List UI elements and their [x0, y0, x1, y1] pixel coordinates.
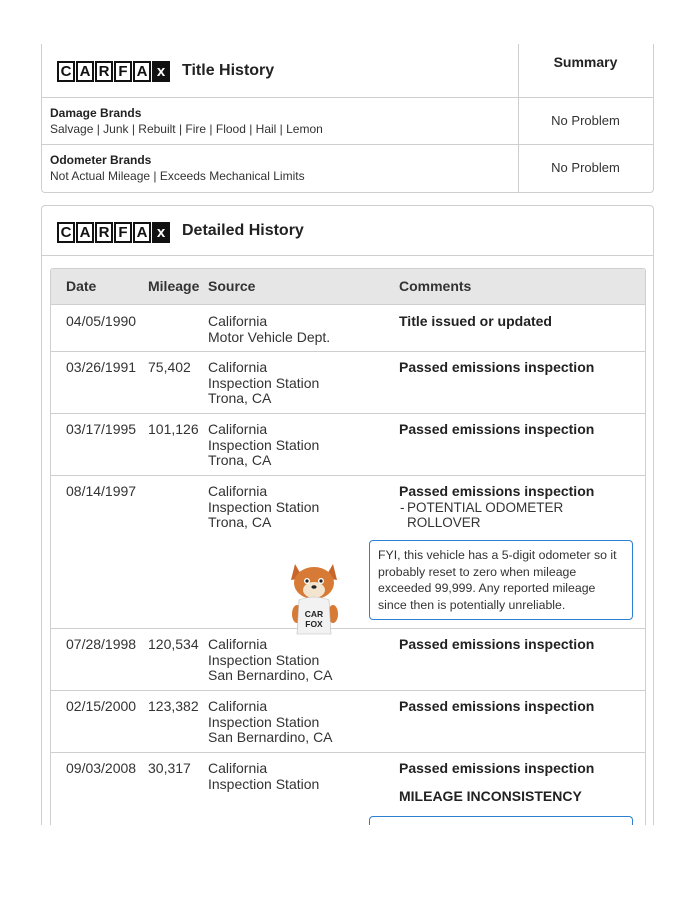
record-comment: Title issued or updated	[399, 313, 552, 329]
carfox-mascot-icon	[283, 556, 353, 636]
record-comment: Passed emissions inspection	[399, 698, 595, 714]
record-source: California Inspection Station Trona, CA	[208, 483, 320, 530]
table-row	[51, 476, 645, 629]
record-source: California Inspection Station Trona, CA	[208, 359, 320, 406]
record-date: 02/15/2000	[66, 698, 137, 714]
table-row	[51, 414, 645, 476]
record-date: 07/28/1998	[66, 636, 137, 652]
record-comment: Passed emissions inspection	[399, 421, 595, 437]
mascot-shirt-text: FOX	[305, 619, 323, 629]
record-source: California Inspection Station Trona, CA	[208, 421, 320, 468]
record-source: California Inspection Station	[208, 760, 320, 792]
record-mileage: 120,534	[148, 636, 199, 652]
record-comment: Passed emissions inspection - POTENTIAL ODOMETER ROLLOVER	[399, 484, 639, 531]
odometer-brands-row	[42, 145, 653, 192]
column-header-comments: Comments	[399, 278, 472, 294]
column-header-date: Date	[66, 278, 97, 294]
brand-status: No Problem	[551, 160, 620, 175]
record-source: California Inspection Station San Bernardino, CA	[208, 698, 333, 745]
detailed-history-title: Detailed History	[182, 222, 304, 239]
brand-label: Damage Brands	[50, 106, 142, 120]
record-comment: Passed emissions inspection	[399, 359, 595, 375]
damage-brands-row	[42, 98, 653, 145]
history-table	[50, 268, 646, 825]
brand-label: Odometer Brands	[50, 153, 152, 167]
brand-status: No Problem	[551, 113, 620, 128]
record-source: California Motor Vehicle Dept.	[208, 313, 331, 345]
brand-items: Not Actual Mileage | Exceeds Mechanical Limits	[50, 169, 305, 183]
record-date: 03/26/1991	[66, 359, 137, 375]
detailed-history-header	[42, 206, 653, 256]
mascot-shirt-text: CAR	[304, 609, 324, 619]
record-comment: Passed emissions inspection MILEAGE INCONSISTENCY	[399, 761, 639, 804]
table-row	[51, 629, 645, 691]
carfax-logo: C A R F A x	[57, 61, 171, 82]
record-source: California Inspection Station San Bernardino, CA	[208, 636, 333, 683]
record-mileage: 123,382	[148, 698, 199, 714]
record-date: 04/05/1990	[66, 313, 137, 329]
column-header-mileage: Mileage	[148, 278, 200, 294]
title-history-section	[41, 44, 654, 193]
carfax-logo: C A R F A x	[57, 222, 171, 243]
mileage-alert-callout	[369, 816, 633, 825]
record-date: 08/14/1997	[66, 483, 137, 499]
odometer-rollover-note: - POTENTIAL ODOMETER ROLLOVER	[400, 499, 564, 530]
record-mileage: 30,317	[148, 760, 191, 776]
title-history-header	[42, 44, 653, 98]
table-row	[51, 305, 645, 352]
table-row	[51, 352, 645, 414]
odometer-fyi-callout: FYI, this vehicle has a 5-digit odometer so it probably reset to zero when mileage exceeded 99,999. Any reported mileage since then is potentially unreliable.	[369, 540, 633, 620]
title-history-title: Title History	[182, 62, 275, 79]
record-comment: Passed emissions inspection	[399, 636, 595, 652]
record-date: 09/03/2008	[66, 760, 137, 776]
table-header-row	[51, 269, 645, 305]
brand-items: Salvage | Junk | Rebuilt | Fire | Flood | Hail | Lemon	[50, 122, 323, 136]
column-header-source: Source	[208, 278, 256, 294]
table-row	[51, 691, 645, 753]
detailed-history-section	[41, 205, 654, 825]
table-row	[51, 753, 645, 825]
record-date: 03/17/1995	[66, 421, 137, 437]
record-mileage: 101,126	[148, 421, 199, 437]
mileage-inconsistency-alert: MILEAGE INCONSISTENCY	[399, 787, 582, 804]
summary-header: Summary	[553, 54, 618, 70]
record-mileage: 75,402	[148, 359, 191, 375]
